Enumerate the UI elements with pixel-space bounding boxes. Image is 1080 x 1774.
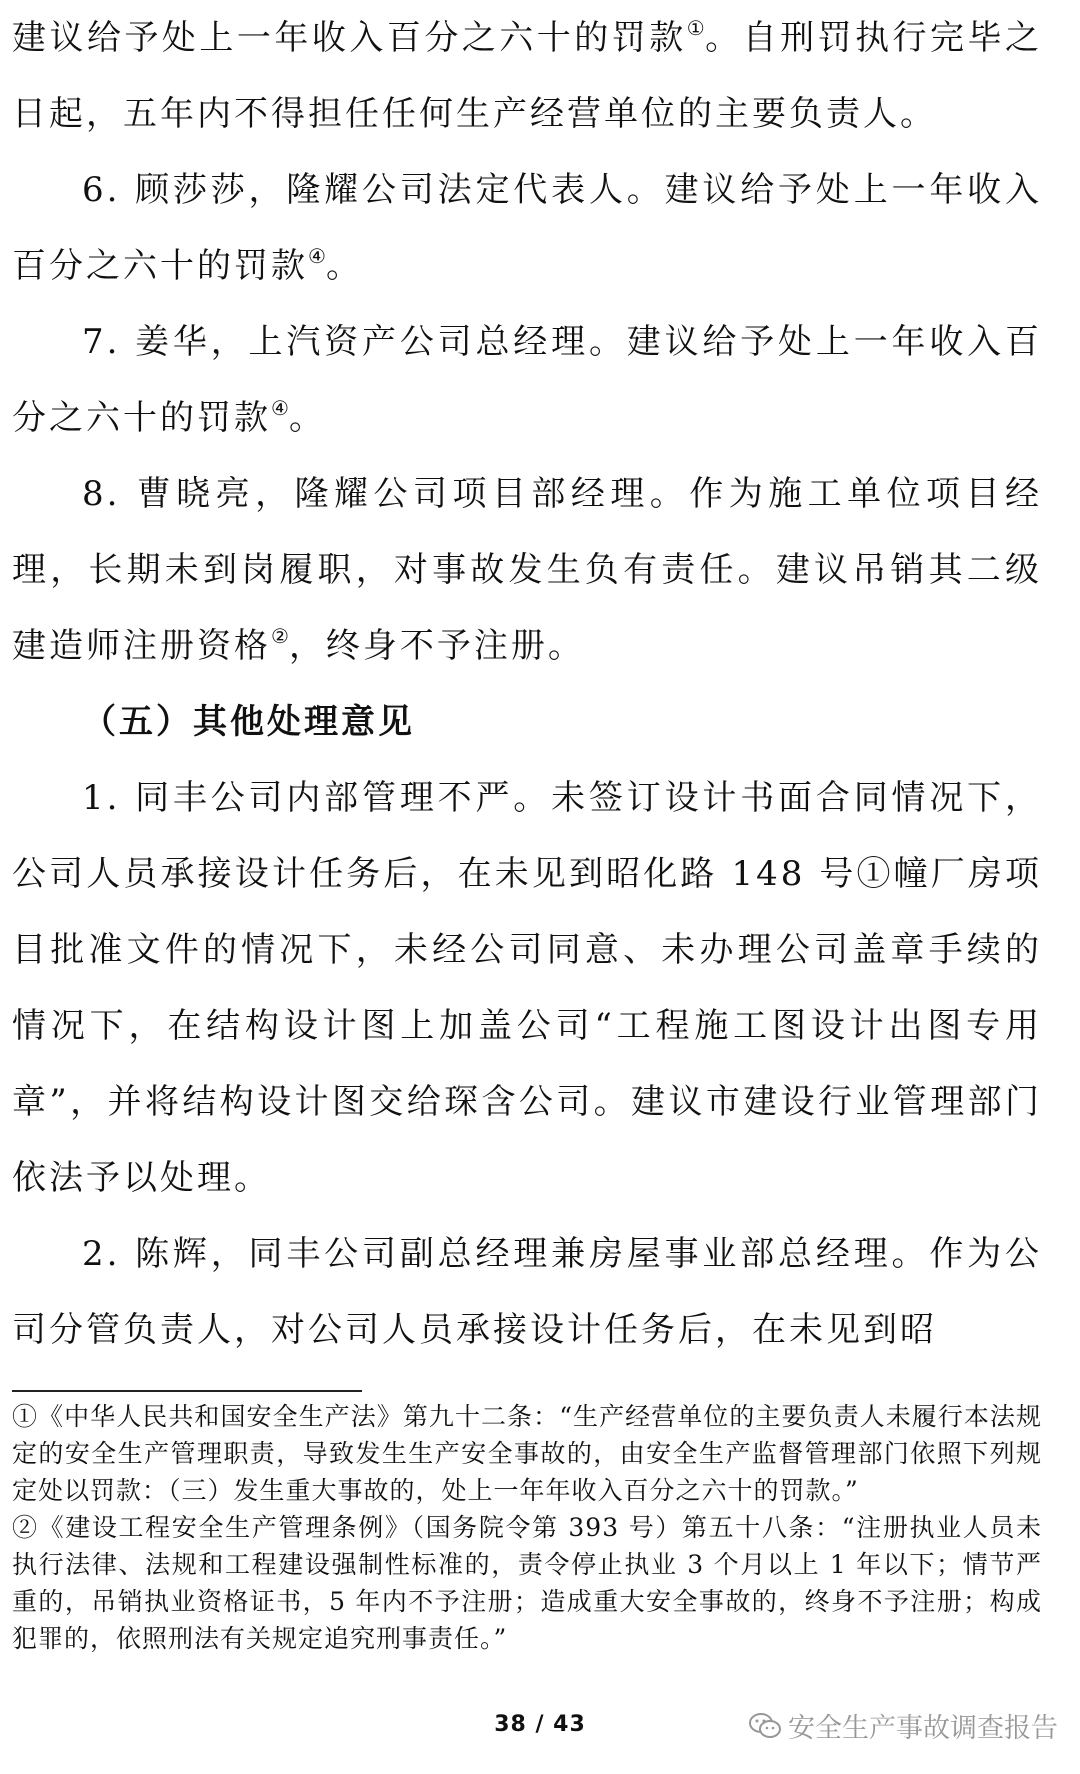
footnote-2: ②《建设工程安全生产管理条例》（国务院令第 393 号）第五十八条：“注册执业人员未执行法律、法规和工程建设强制性标准的，责令停止执业 3 个月以上 1 年以下；情节严重的，吊销执业资格证书，5 年内不予注册；造成重大安全事故的，终身不予注册；构成犯罪的，依照刑法有关规定追究刑事责任。”	[12, 1513, 1042, 1653]
watermark	[748, 1706, 1058, 1745]
wechat-icon	[748, 1712, 782, 1740]
paragraph-text: 。	[325, 246, 363, 286]
paragraph-continuation	[12, 0, 1042, 152]
paragraph-text: 6. 顾莎莎，隆耀公司法定代表人。建议给予处上一年收入百分之六十的罚款	[12, 170, 1042, 286]
paragraph-other-1: 1. 同丰公司内部管理不严。未签订设计书面合同情况下，公司人员承接设计任务后，在未见到昭化路 148 号①幢厂房项目批准文件的情况下，未经公司同意、未办理公司盖章手续的情况下，在结构设计图上加盖公司“工程施工图设计出图专用章”，并将结构设计图交给琛含公司。建议市建设行业管理部门依法予以处理。	[12, 778, 1042, 1198]
paragraph-text: 。自刑罚执行完毕之日起，五年内不得担任任何生产经营单位的主要负责人。	[12, 18, 1043, 134]
footnote-divider	[12, 1390, 362, 1392]
paragraph-text: 。	[288, 398, 326, 438]
footnote-ref[interactable]: ①	[686, 16, 706, 40]
paragraph-item-8	[12, 456, 1042, 684]
paragraph-other-2: 2. 陈辉，同丰公司副总经理兼房屋事业部总经理。作为公司分管负责人，对公司人员承接设计任务后，在未见到昭	[12, 1234, 1042, 1350]
paragraph-item-6	[12, 152, 1042, 304]
paragraph-text: 建议给予处上一年收入百分之六十的罚款	[12, 18, 687, 58]
footnote-ref[interactable]: ④	[308, 244, 326, 268]
section-heading: （五）其他处理意见	[82, 702, 415, 742]
footnote-1: ①《中华人民共和国安全生产法》第九十二条：“生产经营单位的主要负责人未履行本法规定的安全生产管理职责，导致发生生产安全事故的，由安全生产监督管理部门依照下列规定处以罚款：（三）发生重大事故的，处上一年年收入百分之六十的罚款。”	[12, 1402, 1042, 1505]
page-number: 38 / 43	[494, 1712, 586, 1737]
footnote-ref[interactable]: ②	[271, 624, 289, 648]
body-text	[12, 0, 1042, 1368]
paragraph-item-7	[12, 304, 1042, 456]
paragraph-text: ，终身不予注册。	[288, 626, 585, 666]
paragraph-text: 7. 姜华，上汽资产公司总经理。建议给予处上一年收入百分之六十的罚款	[12, 322, 1042, 438]
footnote-ref[interactable]: ④	[271, 396, 289, 420]
watermark-text: 安全生产事故调查报告	[788, 1713, 1058, 1744]
footnotes	[12, 1398, 1042, 1657]
paragraph-text: 8. 曹晓亮，隆耀公司项目部经理。作为施工单位项目经理，长期未到岗履职，对事故发生负有责任。建议吊销其二级建造师注册资格	[12, 474, 1042, 666]
